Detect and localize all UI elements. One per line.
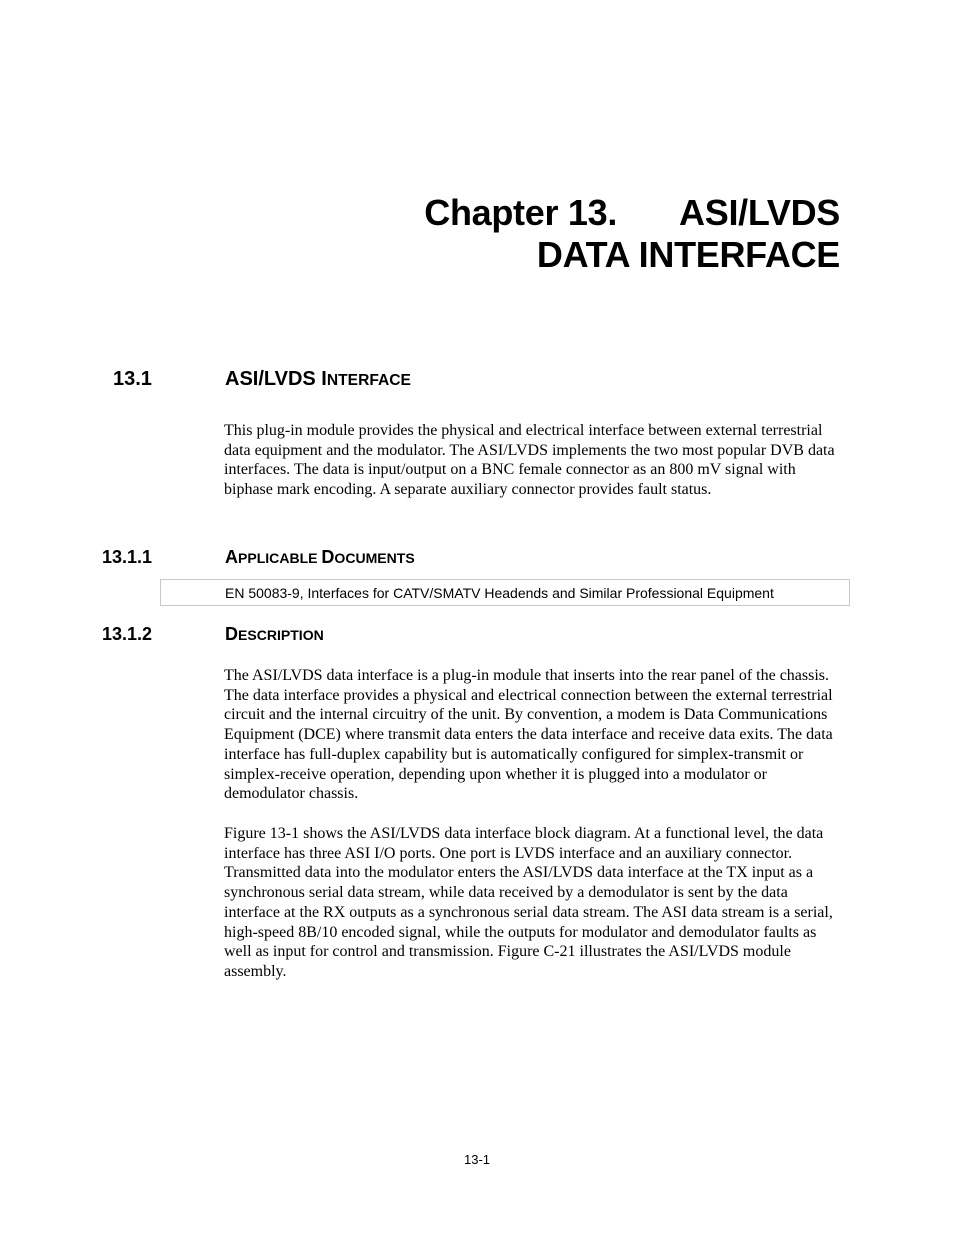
section-title: ASI/LVDS INTERFACE [225, 368, 411, 390]
description-paragraph-2: Figure 13-1 shows the ASI/LVDS data interface block diagram. At a functional level, the data interface has three ASI I/O ports. One port is LVDS interface and an auxiliary connector. Transmitted data into the modulator enters the ASI/LVDS data interface at the TX input as a synchronous serial data stream, while data received by a demodulator is sent by the data interface at the RX outputs as a synchronous serial data stream. The ASI data stream is a serial, high-speed 8B/10 encoded signal, while the outputs for modulator and demodulator faults as well as input for control and transmission. Figure C-21 illustrates the ASI/LVDS module assembly. [224, 825, 833, 980]
chapter-title-line-1 [424, 192, 840, 234]
section-number: 13.1 [113, 368, 152, 390]
applicable-document-entry: EN 50083-9, Interfaces for CATV/SMATV Headends and Similar Professional Equipment [225, 585, 774, 601]
section-title: APPLICABLE DOCUMENTS [225, 547, 415, 567]
section-13-1-paragraph: This plug-in module provides the physical and electrical interface between external terrestrial data equipment and the modulator. The ASI/LVDS implements the two most popular DVB data interfaces. The data is input/output on a BNC female connector as an 800 mV signal with biphase mark encoding. A separate auxiliary connector provides fault status. [224, 422, 835, 499]
section-title: DESCRIPTION [225, 624, 324, 644]
section-number: 13.1.2 [102, 624, 153, 644]
page-number: 13-1 [463, 1152, 491, 1167]
chapter-title-line-2: DATA INTERFACE [536, 234, 840, 275]
section-number: 13.1.1 [102, 547, 153, 567]
chapter-number: Chapter 13. [424, 192, 618, 233]
description-paragraph-1: The ASI/LVDS data interface is a plug-in module that inserts into the rear panel of the chassis. The data interface provides a physical and electrical connection between the external terrestrial circuit and the internal circuitry of the unit. By convention, a modem is Data Communications Equipment (DCE) where transmit data enters the data interface and receive data exits. The data interface has full-duplex capability but is automatically configured for simplex-transmit or simplex-receive operation, depending upon whether it is plugged into a modulator or demodulator chassis. [224, 667, 833, 803]
applicable-documents-table [160, 579, 850, 606]
chapter-title [424, 192, 840, 276]
chapter-title-part-1: ASI/LVDS [679, 192, 840, 233]
